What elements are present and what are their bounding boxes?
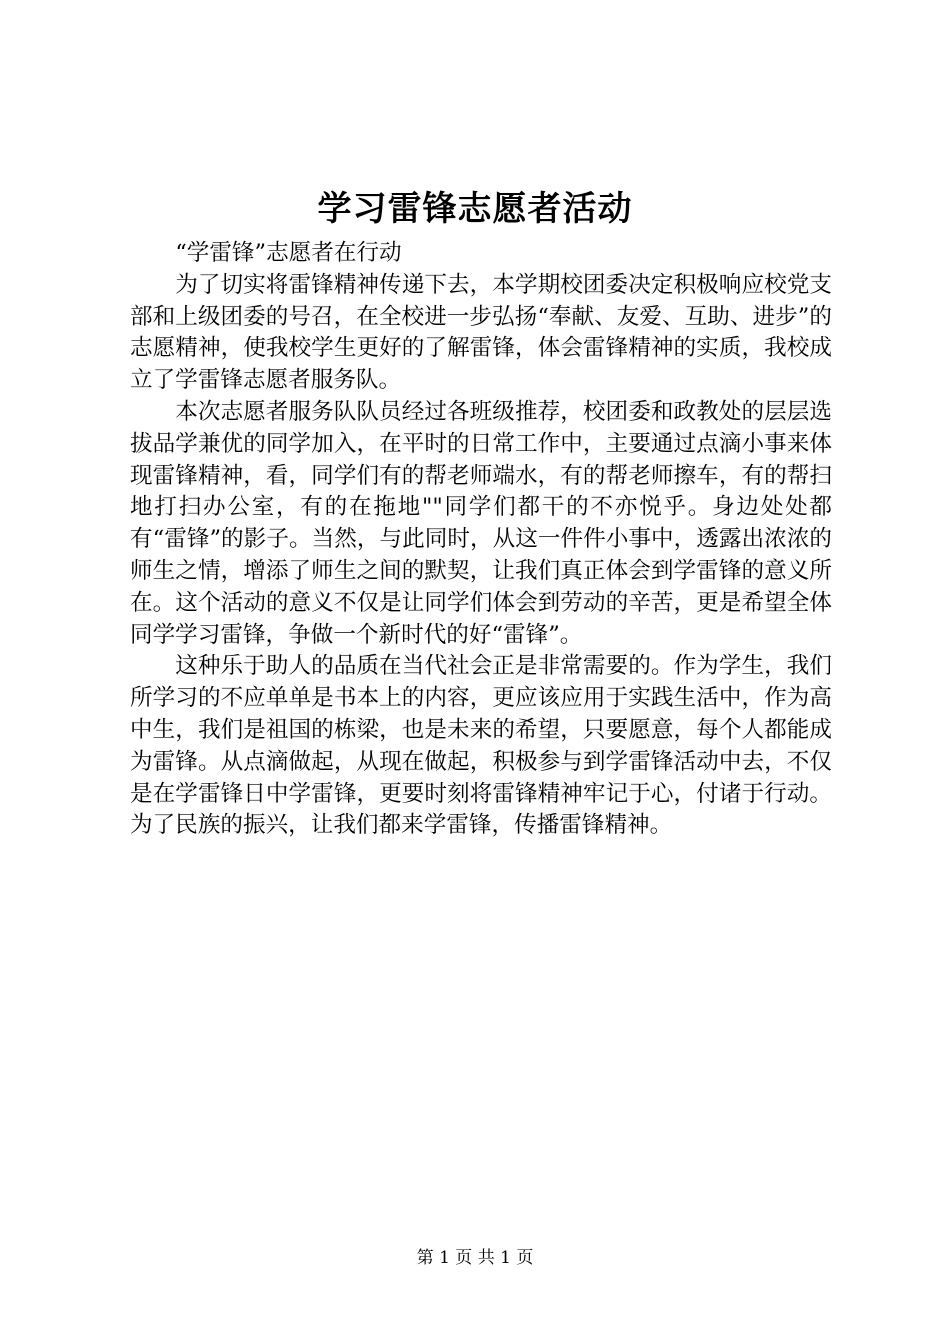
paragraph-subtitle: “学雷锋”志愿者在行动	[175, 240, 402, 266]
paragraph: 这种乐于助人的品质在当代社会正是非常需要的。作为学生，我们所学习的不应单单是书本上的内容，更应该应用于实践生活中，作为高中生，我们是祖国的栋梁，也是未来的希望，只要愿意，每个人都能成为雷锋。从点滴做起，从现在做起，积极参与到学雷锋活动中去，不仅是在学雷锋日中学雷锋，更要时刻将雷锋精神牢记于心，付诸于行动。为了民族的振兴，让我们都来学雷锋，传播雷锋精神。	[130, 653, 832, 839]
document-body	[130, 238, 832, 842]
paragraph: 本次志愿者服务队队员经过各班级推荐，校团委和政教处的层层选拔品学兼优的同学加入，在平时的日常工作中，主要通过点滴小事来体现雷锋精神，看，同学们有的帮老师端水，有的帮老师擦车，有的帮扫地打扫办公室，有的在拖地""同学们都干的不亦悦乎。身边处处都有“雷锋”的影子。当然，与此同时，从这一件件小事中，透露出浓浓的师生之情，增添了师生之间的默契，让我们真正体会到学雷锋的意义所在。这个活动的意义不仅是让同学们体会到劳动的辛苦，更是希望全体同学学习雷锋，争做一个新时代的好“雷锋”。	[130, 398, 832, 648]
document-title: 学习雷锋志愿者活动	[317, 189, 633, 229]
paragraph: 为了切实将雷锋精神传递下去，本学期校团委决定积极响应校党支部和上级团委的号召，在全校进一步弘扬“奉献、友爱、互助、进步”的志愿精神，使我校学生更好的了解雷锋，体会雷锋精神的实质，我校成立了学雷锋志愿者服务队。	[130, 271, 832, 394]
page-footer: 第 1 页 共 1 页	[416, 1248, 534, 1268]
